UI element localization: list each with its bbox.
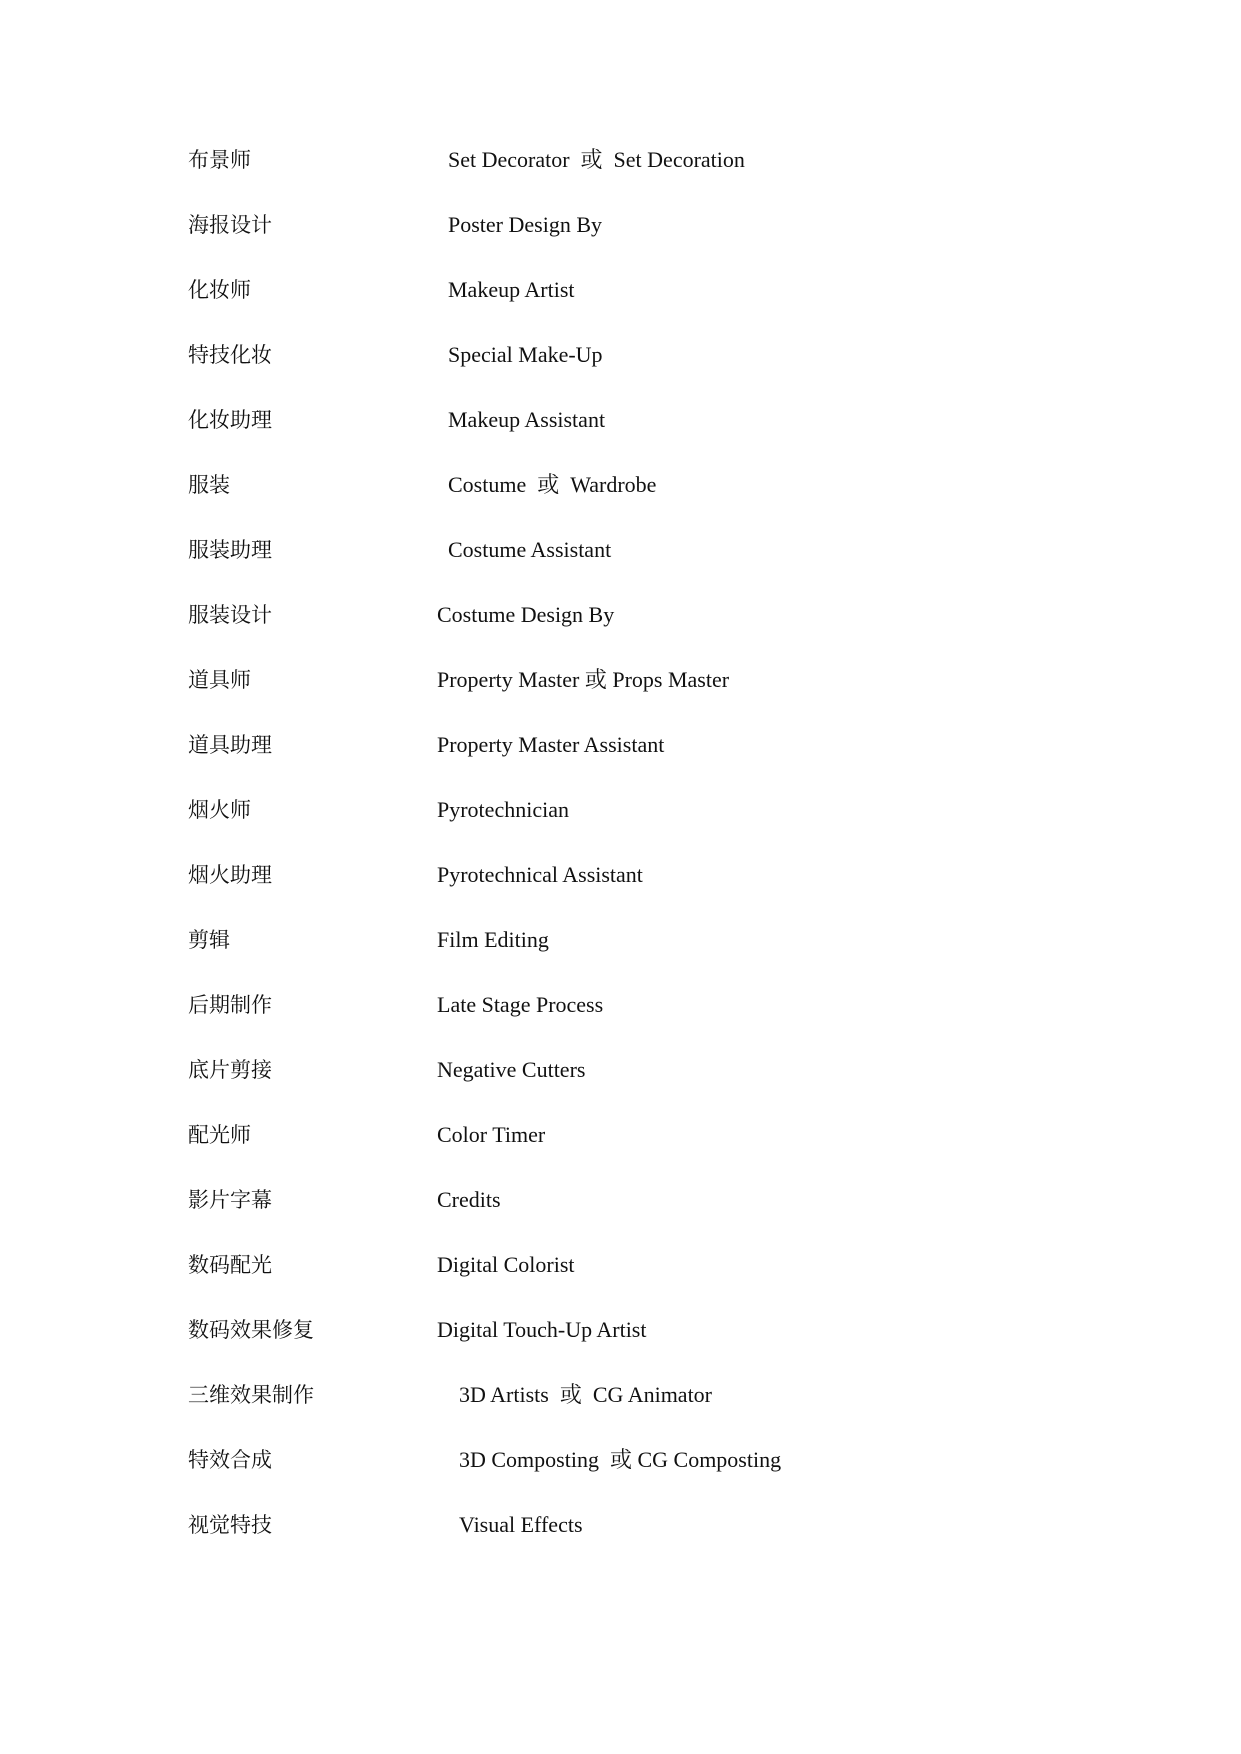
chinese-term: 配光师: [188, 1123, 251, 1147]
english-term: Visual Effects: [459, 1512, 583, 1537]
chinese-term: 道具助理: [188, 733, 272, 757]
chinese-term: 服装: [188, 473, 230, 497]
english-term: Property Master 或 Props Master: [437, 667, 730, 692]
english-term: Pyrotechnical Assistant: [437, 862, 643, 887]
chinese-term: 化妆师: [188, 278, 251, 302]
english-term: 3D Artists 或 CG Animator: [459, 1382, 713, 1407]
english-term: Costume 或 Wardrobe: [448, 472, 657, 497]
chinese-term: 服装助理: [188, 538, 272, 562]
english-term: Makeup Artist: [448, 277, 575, 302]
english-term: Makeup Assistant: [448, 407, 606, 432]
chinese-term: 海报设计: [188, 213, 272, 237]
chinese-term: 底片剪接: [188, 1058, 272, 1082]
chinese-term: 数码配光: [188, 1253, 272, 1277]
glossary-row: [188, 1381, 1088, 1446]
chinese-term: 特技化妆: [188, 343, 272, 367]
glossary-row: [188, 1056, 1088, 1121]
glossary-row: [188, 341, 1088, 406]
english-term: Negative Cutters: [437, 1057, 586, 1082]
glossary-row: [188, 1121, 1088, 1186]
english-term: Costume Design By: [437, 602, 615, 627]
chinese-term: 剪辑: [188, 928, 230, 952]
glossary-row: [188, 1446, 1088, 1511]
english-term: Pyrotechnician: [437, 797, 569, 822]
chinese-term: 布景师: [188, 148, 251, 172]
chinese-term: 道具师: [188, 668, 251, 692]
glossary-row: [188, 536, 1088, 601]
glossary-row: [188, 146, 1088, 211]
glossary-row: [188, 406, 1088, 471]
chinese-term: 特效合成: [188, 1448, 272, 1472]
glossary-row: [188, 601, 1088, 666]
english-term: Film Editing: [437, 927, 549, 952]
english-term: 3D Composting 或 CG Composting: [459, 1447, 782, 1472]
glossary-row: [188, 666, 1088, 731]
chinese-term: 视觉特技: [188, 1513, 272, 1537]
glossary-row: [188, 731, 1088, 796]
chinese-term: 数码效果修复: [188, 1318, 314, 1342]
glossary-row: [188, 926, 1088, 991]
chinese-term: 三维效果制作: [188, 1383, 314, 1407]
glossary-row: [188, 276, 1088, 341]
english-term: Credits: [437, 1187, 501, 1212]
english-term: Costume Assistant: [448, 537, 612, 562]
english-term: Color Timer: [437, 1122, 546, 1147]
glossary-row: [188, 471, 1088, 536]
glossary-row: [188, 1251, 1088, 1316]
english-term: Property Master Assistant: [437, 732, 665, 757]
english-term: Special Make-Up: [448, 342, 603, 367]
english-term: Digital Colorist: [437, 1252, 575, 1277]
film-credits-glossary: [188, 146, 1088, 1576]
chinese-term: 烟火助理: [188, 863, 272, 887]
english-term: Late Stage Process: [437, 992, 604, 1017]
english-term: Poster Design By: [448, 212, 602, 237]
chinese-term: 服装设计: [188, 603, 272, 627]
glossary-row: [188, 991, 1088, 1056]
glossary-row: [188, 796, 1088, 861]
chinese-term: 影片字幕: [188, 1188, 272, 1212]
english-term: Digital Touch-Up Artist: [437, 1317, 647, 1342]
chinese-term: 烟火师: [188, 798, 251, 822]
glossary-row: [188, 861, 1088, 926]
english-term: Set Decorator 或 Set Decoration: [448, 147, 745, 172]
glossary-row: [188, 1186, 1088, 1251]
chinese-term: 后期制作: [188, 993, 272, 1017]
glossary-row: [188, 1316, 1088, 1381]
chinese-term: 化妆助理: [188, 408, 272, 432]
glossary-row: [188, 211, 1088, 276]
glossary-row: [188, 1511, 1088, 1576]
